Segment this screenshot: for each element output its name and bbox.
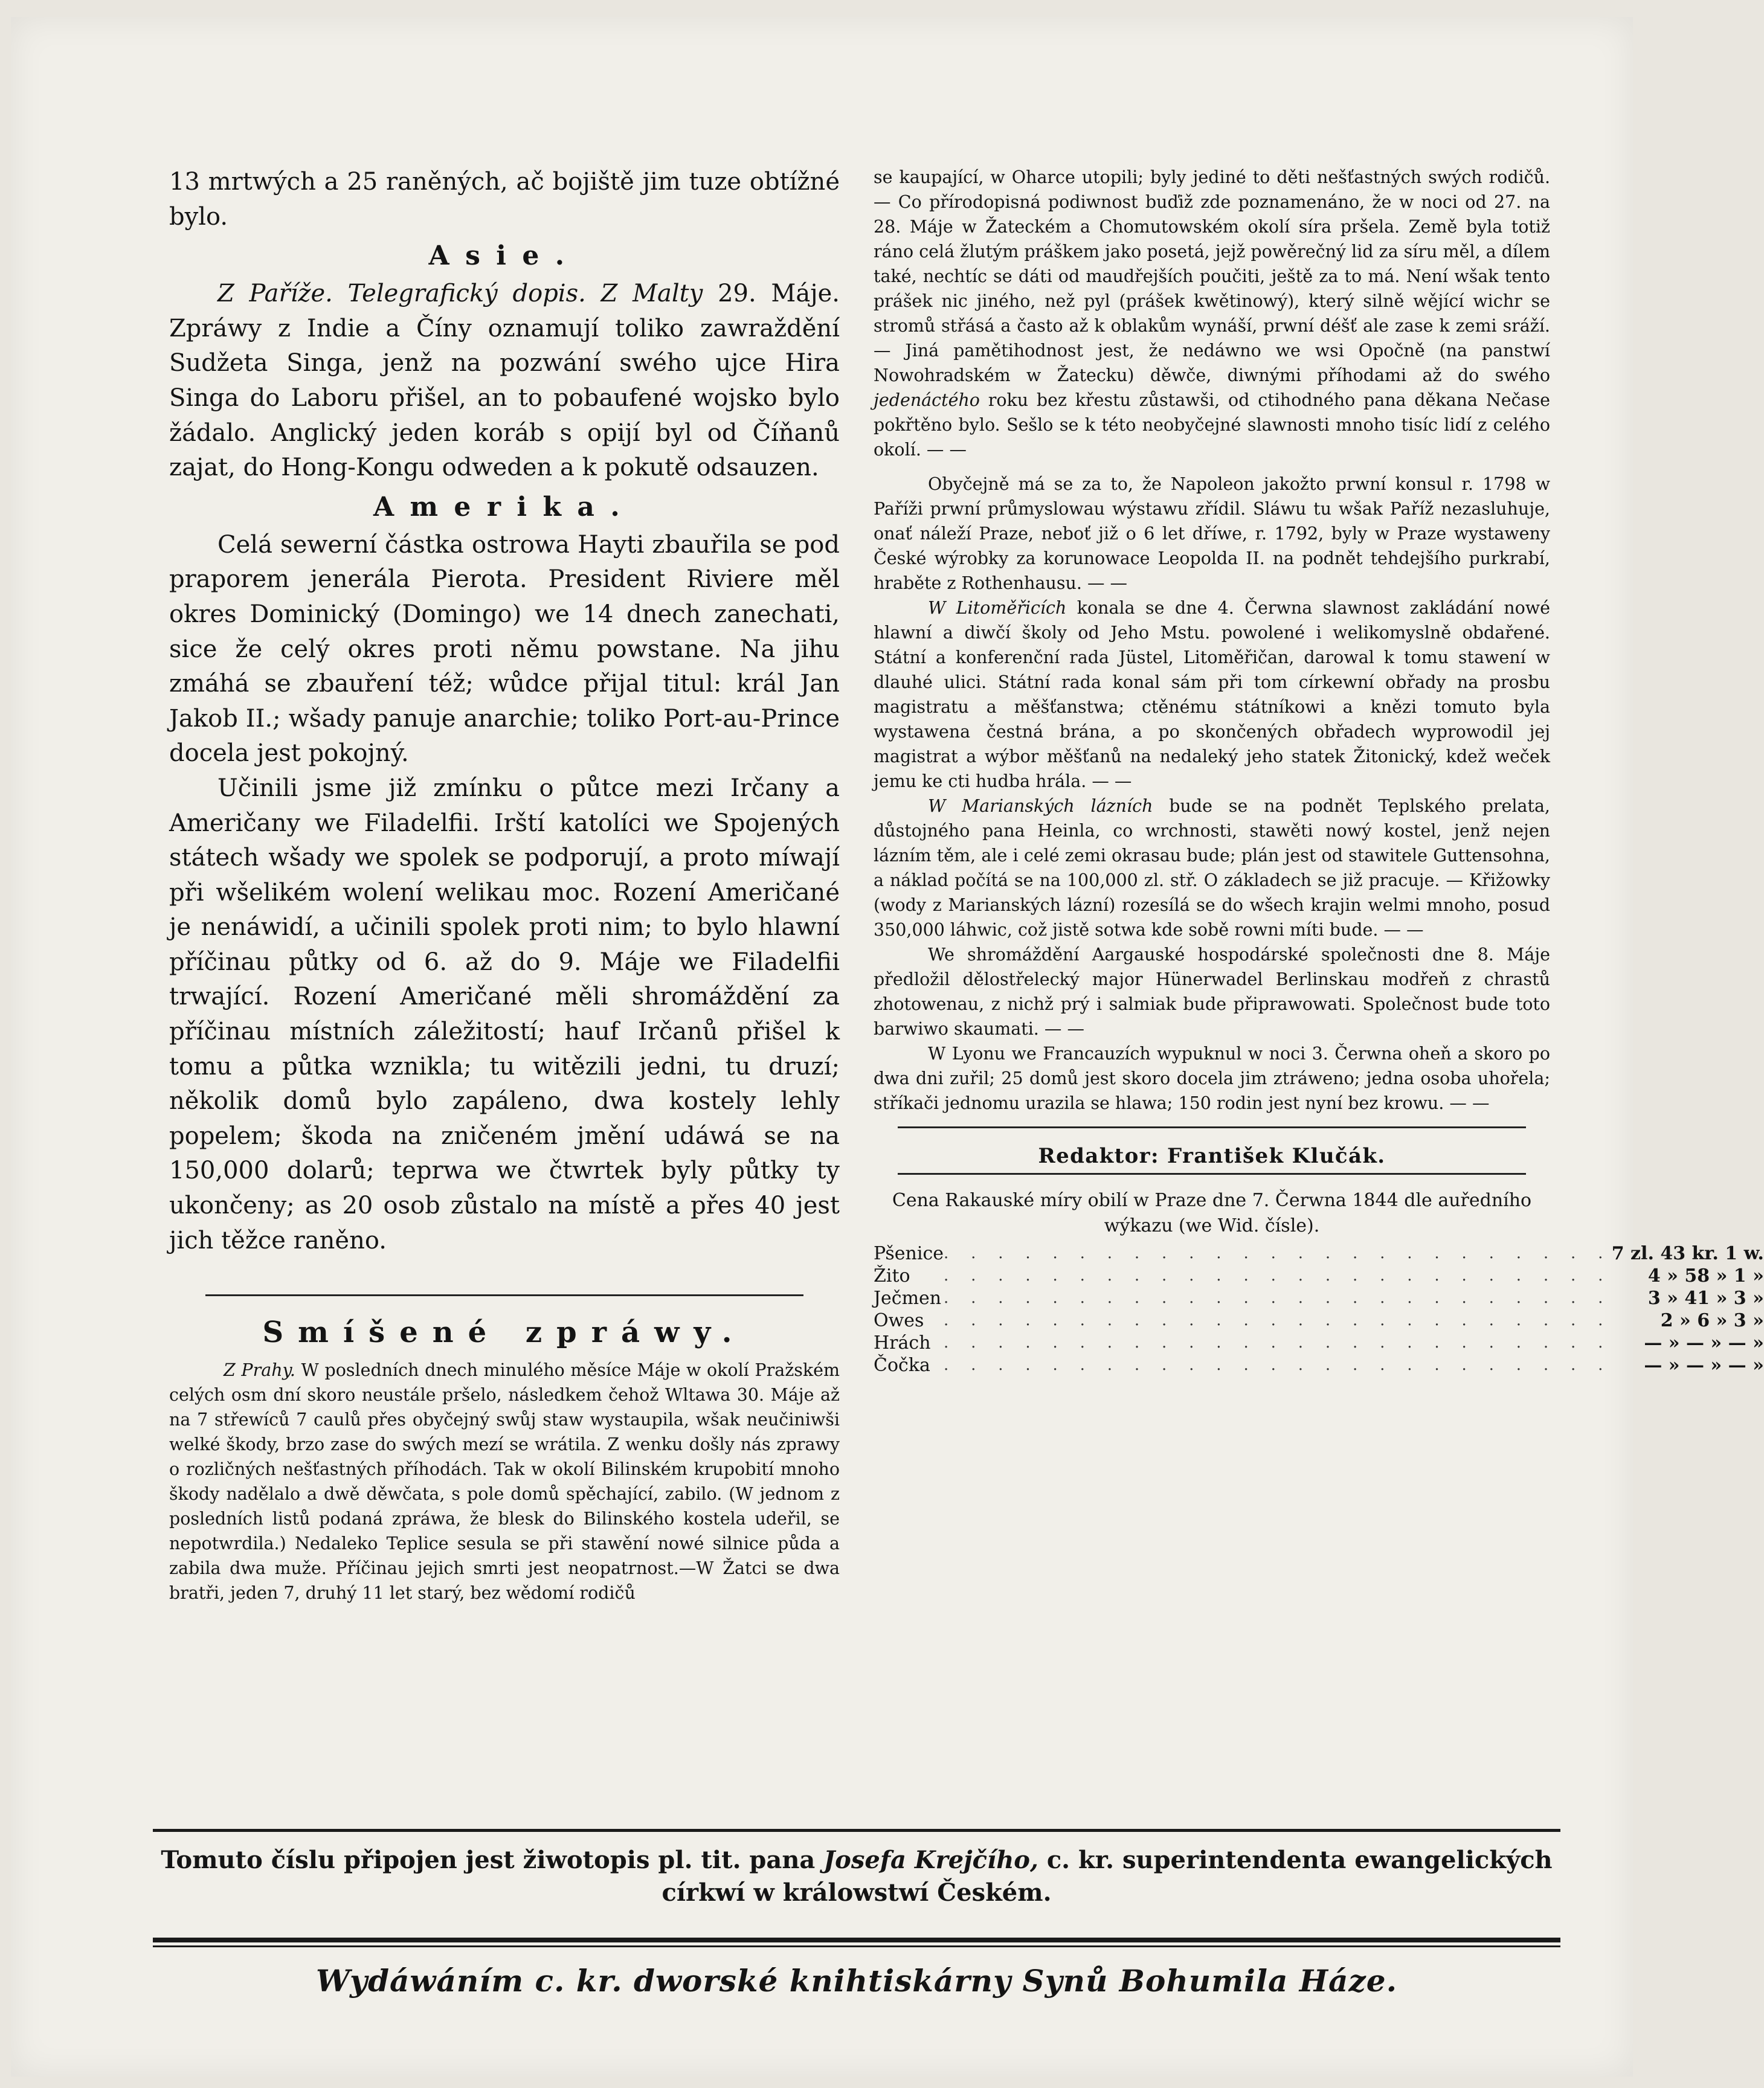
- price-row: [874, 1287, 1764, 1309]
- asie-dateline: Z Paříže. Telegrafický dopis. Z Malty: [217, 280, 703, 308]
- double-rule: [153, 1938, 1560, 1950]
- heading-asie: Asie.: [428, 240, 581, 272]
- imprint: Wydáwáním c. kr. dworské knihtiskárny Synů Bohumila Háze.: [315, 1963, 1398, 1999]
- price-name: Čočka: [874, 1355, 930, 1376]
- price-value: 7 zl. 43 kr. 1 w.: [1611, 1243, 1764, 1264]
- right-paragraph-2: Obyčejně má se za to, že Napoleon jakožto prwní konsul r. 1798 w Paříži prwní průmyslowau wýstawu zřídil. Sláwu tu wšak Paříž nezasluhuje, onať náleží Praze, neboť již o 6 let dříwe, r. 1792, byly w Praze wystaweny České wýrobky za korunowace Leopolda II. na podnět tehdejšího purkrabí, hraběte z Rothenhausu. — —: [874, 474, 1550, 593]
- dot-leader: . . . . . . . . . . . . . . . . . . . . . . . . .: [944, 1289, 1612, 1307]
- price-table: [874, 1242, 1764, 1376]
- right-paragraph-3: [874, 596, 1550, 794]
- supplement-text-b: c. kr. superintendenta ewangelických církwí w králowstwí Českém.: [662, 1846, 1553, 1907]
- right-p1-italic: jedenáctého: [874, 390, 980, 410]
- price-row: [874, 1309, 1764, 1332]
- price-value: 2 » 6 » 3 »: [1660, 1310, 1764, 1331]
- price-value: — » — » — »: [1644, 1332, 1764, 1354]
- right-p3-lead: W Litoměřicích: [928, 598, 1067, 618]
- dot-leader: . . . . . . . . . . . . . . . . . . . . . . . . .: [944, 1356, 1612, 1374]
- smisene-text: W posledních dnech minulého měsíce Máje w okolí Pražském celých osm dní skoro neustále pršelo, následkem čehož Wltawa 30. Máje až na 7 střewíců 7 caulů přes obyčejný swůj staw wystaupila, wšak neučiniwši welké škody, brzo zase do swých mezí se wrátila. Z wenku došly nás zprawy o rozličných nešťastných příhodách. Tak w okolí Bilinském krupobití mnoho škody nadělalo a dwě děwčata, s pole domů spěchající, zabilo. (W jednom z posledních listů podaná zpráwa, že blesk do Bilinského kostela udeřil, se nepotwrdila.) Nedaleko Teplice sesula se při stawění nowé silnice půda a zabila dwa muže. Příčinau jejich smrti jest neopatrnost.—W Žatci se dwa bratři, jeden 7, druhý 11 let starý, bez wědomí rodičů: [169, 1360, 840, 1604]
- heading-amerika: Amerika.: [373, 491, 636, 522]
- price-value: — » — » — »: [1644, 1355, 1764, 1376]
- right-paragraph-1: [874, 165, 1550, 462]
- amerika-paragraph-1: Celá sewerní částka ostrowa Hayti zbauřila se pod praporem jenerála Pierota. President Riviere měl okres Dominický (Domingo) we 14 dnech zanechati, sice že celý okres proti němu powstane. Na jihu zmáhá se zbauření též; wůdce přijal titul: král Jan Jakob II.; wšady panuje anarchie; toliko Port-au-Prince docela jest pokojný.: [169, 530, 840, 768]
- price-name: Ječmen: [874, 1288, 942, 1309]
- dot-leader: . . . . . . . . . . . . . . . . . . . . . . . . .: [944, 1267, 1612, 1285]
- dot-leader: . . . . . . . . . . . . . . . . . . . . . . . . .: [944, 1311, 1612, 1329]
- right-paragraph-4: [874, 794, 1550, 942]
- price-row: [874, 1354, 1764, 1376]
- price-name: Pšenice: [874, 1243, 944, 1264]
- dot-leader: . . . . . . . . . . . . . . . . . . . . . . . . .: [944, 1244, 1612, 1262]
- supplement-name: Josefa Krejčího,: [823, 1846, 1038, 1874]
- right-paragraph-6: W Lyonu we Francauzích wypuknul w noci 3. Čerwna oheň a skoro po dwa dni zuřil; 25 domů jest skoro docela jim ztráweno; jedna osoba uhořela; stříkači jednomu urazila se hlawa; 150 rodin jest nyní bez krowu. — —: [874, 1044, 1550, 1113]
- price-value: 3 » 41 » 3 »: [1647, 1288, 1764, 1309]
- heading-smisene: Smíšené zpráwy.: [262, 1315, 747, 1350]
- price-value: 4 » 58 » 1 »: [1647, 1265, 1764, 1287]
- prices-title: Cena Rakauské míry obilí w Praze dne 7. Čerwna 1844 dle auředního wýkazu (we Wid. čísle).: [892, 1190, 1532, 1236]
- editor-line: Redaktor: František Klučák.: [1038, 1144, 1386, 1168]
- right-p4-lead: W Marianských lázních: [928, 796, 1153, 816]
- smisene-paragraph: [169, 1358, 840, 1605]
- left-column: [169, 165, 840, 1605]
- asie-text: 29. Máje. Zpráwy z Indie a Číny oznamují toliko zawraždění Sudžeta Singa, jenž na pozwání swého ujce Hira Singa do Laboru přišel, an to pobaufené wojsko bylo žádalo. Anglický jeden koráb s opijí byl od Číňanů zajat, do Hong-Kongu odweden a k pokutě odsauzen.: [169, 280, 840, 482]
- supplement-note: [153, 1844, 1560, 1909]
- price-name: Žito: [874, 1265, 910, 1287]
- price-name: Hrách: [874, 1332, 931, 1354]
- section-divider: [205, 1294, 803, 1296]
- right-paragraph-5: We shromáždění Aargauské hospodárské společnosti dne 8. Máje předložil dělostřelecký major Hünerwadel Berlinskau modřeň z chrastů zhotowenau, z nichž prý i salmiak bude připrawowati. Společnost bude toto barwiwo skaumati. — —: [874, 945, 1550, 1039]
- right-p1-end: roku bez křestu zůstawši, od ctihodného pana děkana Nečase pokřtěno bylo. Sešlo se k této neobyčejné slawnosti mnoho tisíc lidí z celého okolí. — —: [874, 390, 1551, 460]
- amerika-paragraph-2: Učinili jsme již zmínku o půtce mezi Irčany a Američany we Filadelfii. Irští katolíci we Spojených státech wšady we spolek se podporují, a proto míwají při wšelikém wolení welikau moc. Rození Američané je nenáwidí, a učinili spolek proti nim; to bylo hlawní příčinau půtky od 6. až do 9. Máje we Filadelfii trwající. Rození Američané měli shromáždění za příčinau místních záležitostí; hauf Irčanů přišel k tomu a půtka wznikla; tu witězili jedni, tu druzí; několik domů bylo zapáleno, dwa kostely lehly popelem; škoda na zničeném jmění udáwá se na 150,000 dolarů; teprwa we čtwrtek byly půtky ty ukončeny; as 20 osob zůstalo na místě a přes 40 jest jich těžce raněno.: [169, 774, 840, 1254]
- right-p4-text: bude se na podnět Teplského prelata, důstojného pana Heinla, co wrchnosti, stawěti nowý kostel, jenž nejen lázním těm, ale i celé zemi okrasau bude; plán jest od stawitele Guttensohna, a náklad počítá se na 100,000 zl. stř. O základech se již pracuje. — Křižowky (wody z Marianských lázní) rozesílá se do wšech krajin welmi mnoho, posud 350,000 láhwic, což jistě sotwa kde sobě rowni míti bude. — —: [874, 796, 1550, 940]
- smisene-dateline: Z Prahy.: [224, 1360, 295, 1381]
- price-row: [874, 1332, 1764, 1354]
- right-column: [874, 165, 1764, 1376]
- newspaper-page: [11, 17, 1764, 2077]
- supplement-text-a: Tomuto číslu připojen jest žiwotopis pl. tit. pana: [161, 1846, 816, 1874]
- continuation-paragraph: 13 mrtwých a 25 raněných, ač bojiště jim tuze obtížné bylo.: [169, 168, 840, 231]
- price-row: [874, 1265, 1764, 1287]
- price-name: Owes: [874, 1310, 924, 1331]
- right-p3-text: konala se dne 4. Čerwna slawnost zakládání nowé hlawní a diwčí školy od Jeho Mstu. powolené i welikomyslně obdařené. Státní a konferenční rada Jüstel, Litoměřičan, darowal k tomu stawení w dlauhé ulici. Státní rada konal sám při tom církewní obřady na prosbu magistratu a měšťanstwa; ctěnému státníkowi a knězi tomuto byla wystawena čestná brána, a po skončených obřadech wyprowodil jej magistrat a wýbor měšťanů na nedaleký jeho statek Žitonický, kdež weček jemu ke cti hudba hrála. — —: [874, 598, 1550, 791]
- price-row: [874, 1242, 1764, 1265]
- asie-paragraph: [169, 277, 840, 486]
- editor-rule-top: [898, 1126, 1526, 1128]
- right-p1-text: se kaupající, w Oharce utopili; byly jediné to děti nešťastných swých rodičů. — Co přírodopisná podiwnost buďiž zde poznamenáno, že w noci od 27. na 28. Máje w Žateckém a Chomutowském okolí síra pršela. Země byla totiž ráno celá žlutým práškem jako posetá, jejž powěrečný lid za síru měl, a dílem také, nechtíc se dáti od maudřejších poučiti, ještě za to má. Není wšak tento prášek nic jiného, než pyl (prášek kwětinowý), který silně wějící wichr se stromů střásá a často až k oblakům wynáší, prwní déšť ale zase k zemi sráží. — Jiná pamětihodnost jest, že nedáwno we wsi Opočně (na panstwí Nowohradském w Žatecku) děwče, diwnými příhodami až do swého: [874, 167, 1550, 385]
- dot-leader: . . . . . . . . . . . . . . . . . . . . . . . . .: [944, 1334, 1612, 1352]
- editor-rule-bottom: [898, 1173, 1526, 1175]
- footer-rule: [153, 1829, 1560, 1832]
